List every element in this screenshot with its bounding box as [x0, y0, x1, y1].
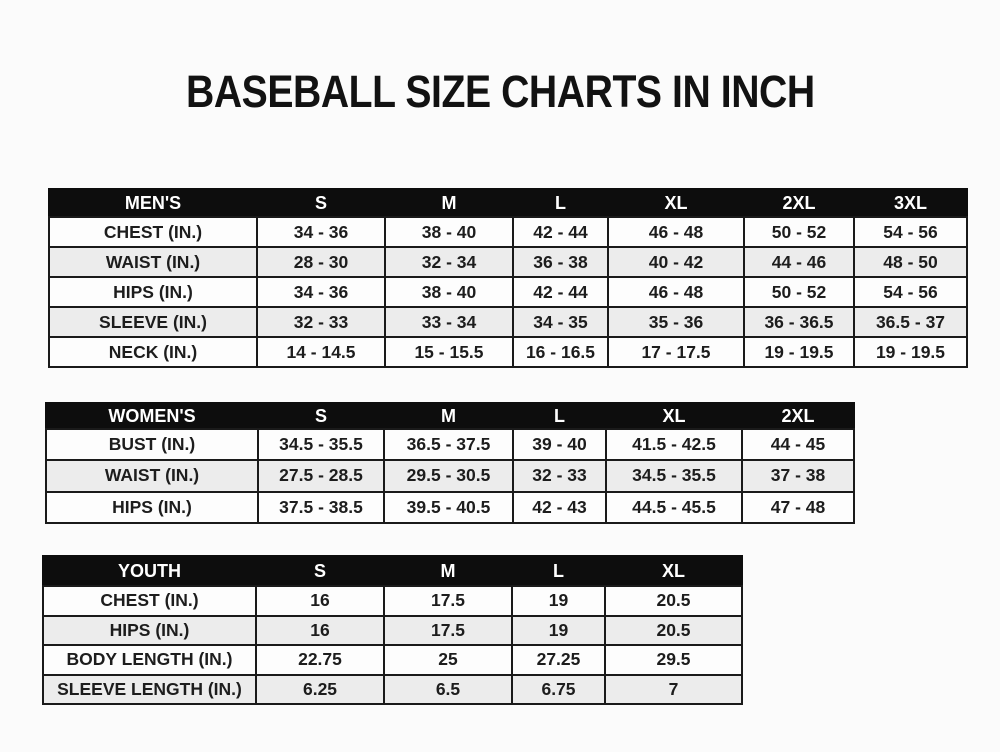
size-value-cell: 48 - 50: [854, 247, 967, 277]
row-label: NECK (IN.): [49, 337, 257, 367]
size-value-cell: 37 - 38: [742, 460, 854, 491]
size-value-cell: 50 - 52: [744, 217, 854, 247]
size-value-cell: 19 - 19.5: [854, 337, 967, 367]
size-value-cell: 29.5 - 30.5: [384, 460, 513, 491]
youth-size-table: [42, 555, 743, 705]
size-value-cell: 47 - 48: [742, 492, 854, 523]
size-value-cell: 7: [605, 675, 742, 705]
size-value-cell: 42 - 44: [513, 277, 608, 307]
size-value-cell: 37.5 - 38.5: [258, 492, 384, 523]
column-header: 3XL: [854, 189, 967, 217]
table-row: [43, 616, 742, 646]
row-label: SLEEVE (IN.): [49, 307, 257, 337]
table-title-cell: WOMEN'S: [46, 403, 258, 429]
womens-size-chart: [45, 402, 841, 524]
youth-size-chart: [42, 555, 731, 705]
size-value-cell: 15 - 15.5: [385, 337, 513, 367]
size-value-cell: 36.5 - 37: [854, 307, 967, 337]
size-value-cell: 19: [512, 586, 605, 616]
size-value-cell: 17 - 17.5: [608, 337, 744, 367]
size-value-cell: 46 - 48: [608, 217, 744, 247]
mens-size-table: [48, 188, 968, 368]
size-value-cell: 44 - 45: [742, 429, 854, 460]
column-header: L: [512, 556, 605, 586]
table-row: [49, 277, 967, 307]
size-value-cell: 29.5: [605, 645, 742, 675]
size-value-cell: 6.5: [384, 675, 512, 705]
size-value-cell: 50 - 52: [744, 277, 854, 307]
size-value-cell: 34 - 36: [257, 277, 385, 307]
size-value-cell: 36 - 38: [513, 247, 608, 277]
size-value-cell: 16 - 16.5: [513, 337, 608, 367]
size-value-cell: 14 - 14.5: [257, 337, 385, 367]
size-value-cell: 19 - 19.5: [744, 337, 854, 367]
size-value-cell: 34.5 - 35.5: [606, 460, 742, 491]
row-label: HIPS (IN.): [46, 492, 258, 523]
womens-size-table: [45, 402, 855, 524]
table-row: [46, 429, 854, 460]
size-value-cell: 6.75: [512, 675, 605, 705]
size-value-cell: 38 - 40: [385, 277, 513, 307]
table-row: [49, 217, 967, 247]
size-value-cell: 25: [384, 645, 512, 675]
header-row: [43, 556, 742, 586]
column-header: L: [513, 189, 608, 217]
column-header: 2XL: [742, 403, 854, 429]
size-value-cell: 22.75: [256, 645, 384, 675]
column-header: M: [384, 403, 513, 429]
row-label: BUST (IN.): [46, 429, 258, 460]
size-value-cell: 32 - 33: [257, 307, 385, 337]
row-label: SLEEVE LENGTH (IN.): [43, 675, 256, 705]
table-row: [46, 460, 854, 491]
size-value-cell: 16: [256, 616, 384, 646]
size-value-cell: 34 - 36: [257, 217, 385, 247]
size-value-cell: 44.5 - 45.5: [606, 492, 742, 523]
size-value-cell: 20.5: [605, 616, 742, 646]
header-row: [46, 403, 854, 429]
size-value-cell: 27.25: [512, 645, 605, 675]
page-title: [0, 64, 1000, 120]
size-value-cell: 16: [256, 586, 384, 616]
table-row: [49, 337, 967, 367]
size-value-cell: 54 - 56: [854, 217, 967, 247]
table-row: [49, 307, 967, 337]
column-header: S: [256, 556, 384, 586]
size-value-cell: 42 - 43: [513, 492, 606, 523]
row-label: WAIST (IN.): [46, 460, 258, 491]
size-value-cell: 34 - 35: [513, 307, 608, 337]
size-value-cell: 54 - 56: [854, 277, 967, 307]
row-label: BODY LENGTH (IN.): [43, 645, 256, 675]
row-label: HIPS (IN.): [43, 616, 256, 646]
mens-size-chart: [48, 188, 952, 368]
table-row: [43, 645, 742, 675]
row-label: HIPS (IN.): [49, 277, 257, 307]
size-value-cell: 36.5 - 37.5: [384, 429, 513, 460]
column-header: S: [257, 189, 385, 217]
size-value-cell: 20.5: [605, 586, 742, 616]
header-row: [49, 189, 967, 217]
size-value-cell: 38 - 40: [385, 217, 513, 247]
size-value-cell: 32 - 33: [513, 460, 606, 491]
column-header: L: [513, 403, 606, 429]
size-value-cell: 33 - 34: [385, 307, 513, 337]
row-label: WAIST (IN.): [49, 247, 257, 277]
table-title-cell: YOUTH: [43, 556, 256, 586]
size-value-cell: 42 - 44: [513, 217, 608, 247]
table-row: [43, 675, 742, 705]
size-value-cell: 39.5 - 40.5: [384, 492, 513, 523]
size-value-cell: 17.5: [384, 616, 512, 646]
table-row: [43, 586, 742, 616]
size-value-cell: 34.5 - 35.5: [258, 429, 384, 460]
column-header: 2XL: [744, 189, 854, 217]
size-value-cell: 17.5: [384, 586, 512, 616]
size-value-cell: 35 - 36: [608, 307, 744, 337]
column-header: M: [384, 556, 512, 586]
page-title-text: BASEBALL SIZE CHARTS IN INCH: [185, 66, 815, 117]
size-value-cell: 28 - 30: [257, 247, 385, 277]
column-header: XL: [608, 189, 744, 217]
size-value-cell: 44 - 46: [744, 247, 854, 277]
size-value-cell: 32 - 34: [385, 247, 513, 277]
size-value-cell: 19: [512, 616, 605, 646]
size-value-cell: 41.5 - 42.5: [606, 429, 742, 460]
size-value-cell: 40 - 42: [608, 247, 744, 277]
row-label: CHEST (IN.): [43, 586, 256, 616]
row-label: CHEST (IN.): [49, 217, 257, 247]
column-header: S: [258, 403, 384, 429]
table-row: [49, 247, 967, 277]
size-value-cell: 39 - 40: [513, 429, 606, 460]
table-title-cell: MEN'S: [49, 189, 257, 217]
column-header: XL: [606, 403, 742, 429]
size-value-cell: 46 - 48: [608, 277, 744, 307]
size-value-cell: 6.25: [256, 675, 384, 705]
table-row: [46, 492, 854, 523]
column-header: XL: [605, 556, 742, 586]
size-value-cell: 27.5 - 28.5: [258, 460, 384, 491]
column-header: M: [385, 189, 513, 217]
size-value-cell: 36 - 36.5: [744, 307, 854, 337]
